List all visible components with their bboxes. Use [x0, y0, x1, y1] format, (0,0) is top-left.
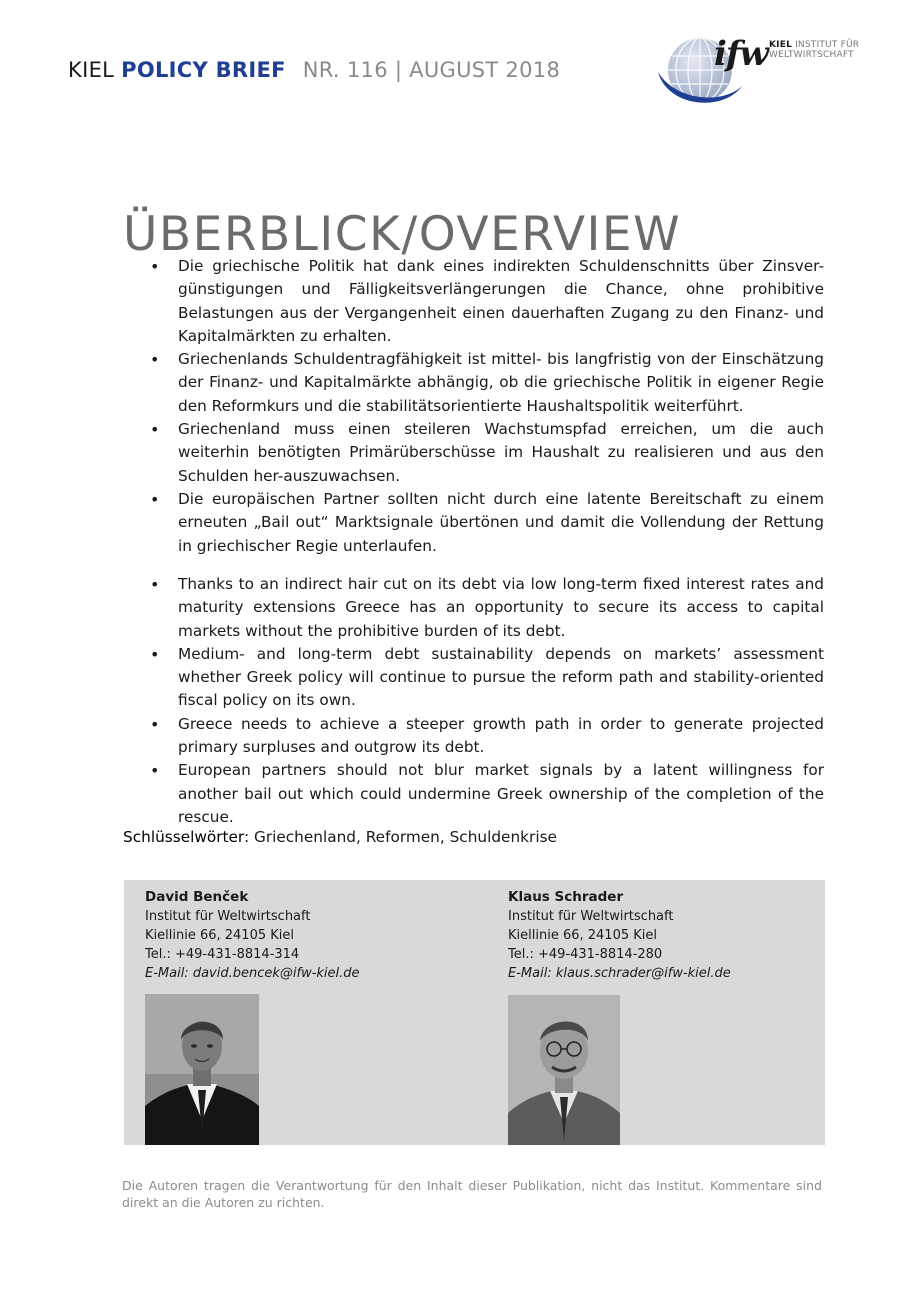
series-header: [68, 58, 560, 82]
author-email[interactable]: E-Mail: klaus.schrader@ifw-kiel.de: [508, 966, 731, 981]
keywords-label: Schlüsselwörter:: [123, 828, 250, 846]
author-photo: [145, 994, 259, 1145]
list-item: • Greece needs to achieve a steeper growth path in order to generate projected primary surpluses and outgrow its debt.: [150, 713, 824, 760]
list-item: • Medium- and long-term debt sustainability depends on markets’ assessment whether Greek policy will continue to pursue the reform path and stability-oriented fiscal policy on its own.: [150, 643, 824, 713]
authors-panel: [124, 880, 825, 1145]
author-phone: Tel.: +49-431-8814-280: [508, 947, 663, 962]
german-summary-list: [150, 255, 824, 558]
author-phone: Tel.: +49-431-8814-314: [145, 947, 300, 962]
logo-line2: WELTWIRTSCHAFT: [769, 50, 854, 60]
list-item: • Die griechische Politik hat dank eines indirekten Schuldenschnitts über Zinsver-günstigungen und Fälligkeitsverlängerungen die Chance, ohne prohibitive Belastungen aus der Vergangenheit einen dauerhaften Zugang zu den Finanz- und Kapitalmärkten zu erhalten.: [150, 255, 824, 348]
issue-number: NR. 116 | AUGUST 2018: [302, 58, 561, 82]
author-email[interactable]: E-Mail: david.bencek@ifw-kiel.de: [145, 966, 360, 981]
ifw-logo: [654, 28, 884, 114]
series-name: POLICY BRIEF: [121, 58, 286, 82]
keywords: [123, 828, 557, 846]
author-photo: [508, 995, 620, 1145]
list-item: • Griechenlands Schuldentragfähigkeit ist mittel- bis langfristig von der Einschätzung der Finanz- und Kapitalmärkte abhängig, ob die griechische Politik in eigener Regie den Reformkurs und die stabilitätsorientierte Haushaltspolitik weiterführt.: [150, 348, 824, 418]
list-item: • European partners should not blur market signals by a latent willingness for another bail out which could undermine Greek ownership of the completion of the rescue.: [150, 759, 824, 829]
keywords-value: Griechenland, Reformen, Schuldenkrise: [249, 828, 557, 846]
series-prefix: KIEL: [68, 58, 115, 82]
author-name: David Benček: [145, 889, 249, 905]
english-summary-list: [150, 573, 824, 829]
author-address: Kiellinie 66, 24105 Kiel: [508, 928, 657, 943]
disclaimer: Die Autoren tragen die Verantwortung für den Inhalt dieser Publikation, nicht das Institut. Kommentare sind direkt an die Autoren zu richten.: [122, 1178, 822, 1210]
portrait-image: [145, 994, 259, 1145]
author-name: Klaus Schrader: [508, 889, 624, 905]
page-title: ÜBERBLICK/OVERVIEW: [123, 207, 682, 263]
logo-institute-name: [769, 40, 859, 60]
author-card: [145, 888, 360, 983]
author-institute: Institut für Weltwirtschaft: [145, 909, 311, 924]
author-card: [508, 888, 731, 983]
author-institute: Institut für Weltwirtschaft: [508, 909, 674, 924]
logo-wordmark: ifw: [714, 34, 768, 74]
logo-line1: INSTITUT FÜR: [795, 40, 860, 50]
portrait-image: [508, 995, 620, 1145]
author-address: Kiellinie 66, 24105 Kiel: [145, 928, 294, 943]
list-item: • Thanks to an indirect hair cut on its debt via low long-term fixed interest rates and maturity extensions Greece has an opportunity to secure its access to capital markets without the prohibitive burden of its debt.: [150, 573, 824, 643]
logo-kiel: KIEL: [769, 40, 793, 50]
list-item: • Griechenland muss einen steileren Wachstumspfad erreichen, um die auch weiterhin benötigten Primärüberschüsse im Haushalt zu realisieren und aus den Schulden her-auszuwachsen.: [150, 418, 824, 488]
list-item: • Die europäischen Partner sollten nicht durch eine latente Bereitschaft zu einem erneuten „Bail out“ Marktsignale übertönen und damit die Vollendung der Rettung in griechischer Regie unterlaufen.: [150, 488, 824, 558]
